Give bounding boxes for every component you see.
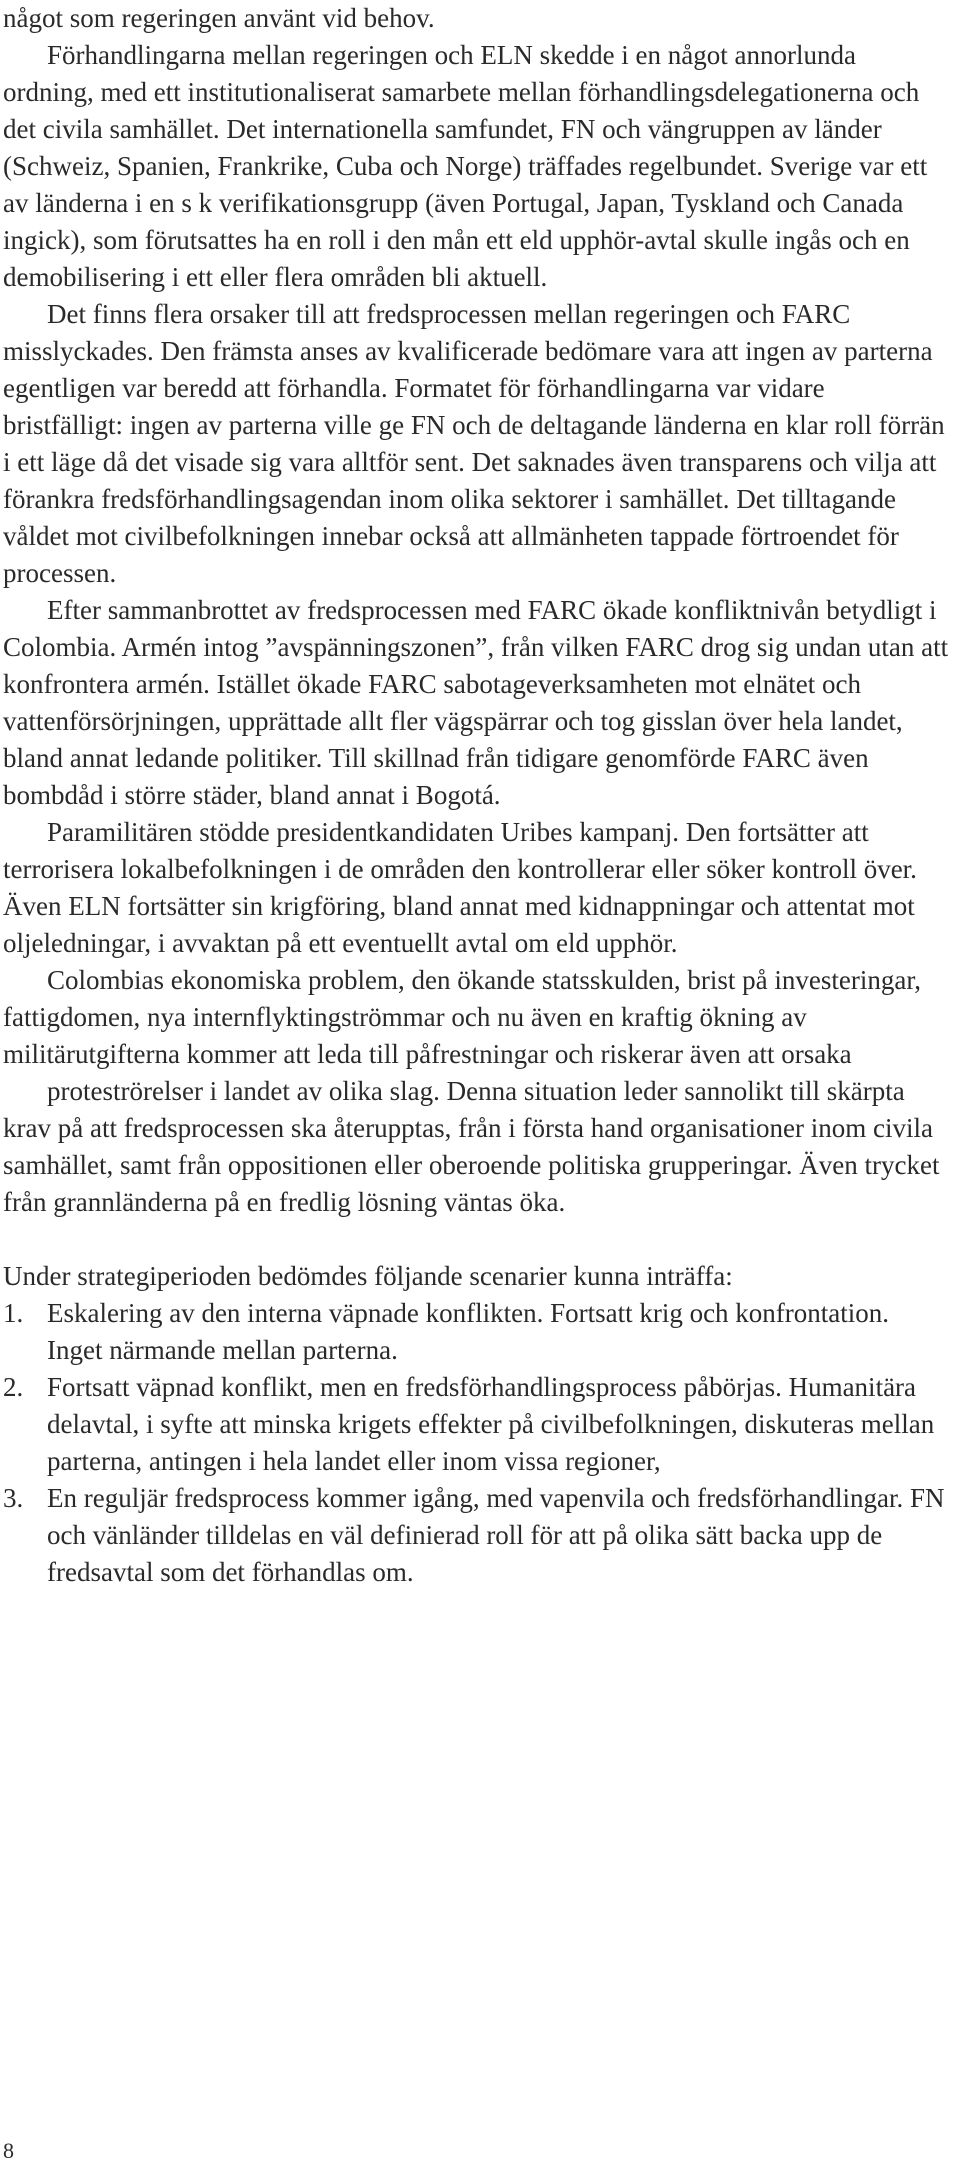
list-item-text: Fortsatt väpnad konflikt, men en fredsförhandlingsprocess påbörjas. Humanitära delavtal, i syfte att minska krigets effekter på civilbefolkningen, diskuteras mellan parterna, antingen i hela landet eller inom vissa regioner,	[47, 1372, 935, 1476]
scenarios-intro: Under strategiperioden bedömdes följande scenarier kunna inträffa:	[3, 1261, 733, 1291]
body-text	[3, 0, 951, 1591]
list-item-number: 1.	[3, 1298, 24, 1328]
paragraph: Colombias ekonomiska problem, den ökande statsskulden, brist på investeringar, fattigdomen, nya internflyktingströmmar och nu även en kraftig ökning av militärutgifterna kommer att leda till påfrestningar och riskerar även att orsaka	[3, 965, 922, 1069]
list-item-text: Eskalering av den interna väpnade konflikten. Fortsatt krig och konfrontation. Inget närmande mellan parterna.	[47, 1298, 890, 1365]
paragraph: Efter sammanbrottet av fredsprocessen med FARC ökade konfliktnivån betydligt i Colombia. Armén intog ”avspänningszonen”, från vilken FARC drog sig undan utan att konfrontera armén. Istället ökade FARC sabotageverksamheten mot elnätet och vattenförsörjningen, upprättade allt fler vägspärrar och tog gisslan över hela landet, bland annat ledande politiker. Till skillnad från tidigare genomförde FARC även bombdåd i större städer, bland annat i Bogotá.	[3, 595, 949, 810]
paragraph: Paramilitären stödde presidentkandidaten Uribes kampanj. Den fortsätter att terrorisera lokalbefolkningen i de områden den kontrollerar eller söker kontroll över. Även ELN fortsätter sin krigföring, bland annat med kidnappningar och attentat mot oljeledningar, i avvaktan på ett eventuellt avtal om eld upphör.	[3, 817, 917, 958]
paragraph: proteströrelser i landet av olika slag. Denna situation leder sannolikt till skärpta krav på att fredsprocessen ska återupptas, från i första hand organisationer inom civila samhället, samt från oppositionen eller oberoende politiska grupperingar. Även trycket från grannländerna på en fredlig lösning väntas öka.	[3, 1076, 940, 1217]
list-item	[3, 1480, 951, 1591]
paragraph: Förhandlingarna mellan regeringen och ELN skedde i en något annorlunda ordning, med ett institutionaliserat samarbete mellan förhandlingsdelegationerna och det civila samhället. Det internationella samfundet, FN och vängruppen av länder (Schweiz, Spanien, Frankrike, Cuba och Norge) träffades regelbundet. Sverige var ett av länderna i en s k verifikationsgrupp (även Portugal, Japan, Tyskland och Canada ingick), som förutsattes ha en roll i den mån ett eld upphör-avtal skulle ingås och en demobilisering i ett eller flera områden bli aktuell.	[3, 40, 928, 292]
scenario-list	[3, 1295, 951, 1591]
list-item-number: 3.	[3, 1483, 24, 1513]
list-item	[3, 1295, 951, 1369]
paragraph: Det finns flera orsaker till att fredsprocessen mellan regeringen och FARC misslyckades. Den främsta anses av kvalificerade bedömare vara att ingen av parterna egentligen var beredd att förhandla. Formatet för förhandlingarna var vidare bristfälligt: ingen av parterna ville ge FN och de deltagande länderna en klar roll förrän i ett läge då det visade sig vara alltför sent. Det saknades även transparens och vilja att förankra fredsförhandlingsagendan inom olika sektorer i samhället. Det tilltagande våldet mot civilbefolkningen innebar också att allmänheten tappade förtroendet för processen.	[3, 299, 945, 588]
list-item-number: 2.	[3, 1372, 24, 1402]
page-number: 8	[3, 2138, 14, 2163]
paragraph: något som regeringen använt vid behov.	[3, 3, 435, 33]
list-item-text: En reguljär fredsprocess kommer igång, med vapenvila och fredsförhandlingar. FN och vänländer tilldelas en väl definierad roll för att på olika sätt backa upp de fredsavtal som det förhandlas om.	[47, 1483, 945, 1587]
list-item	[3, 1369, 951, 1480]
